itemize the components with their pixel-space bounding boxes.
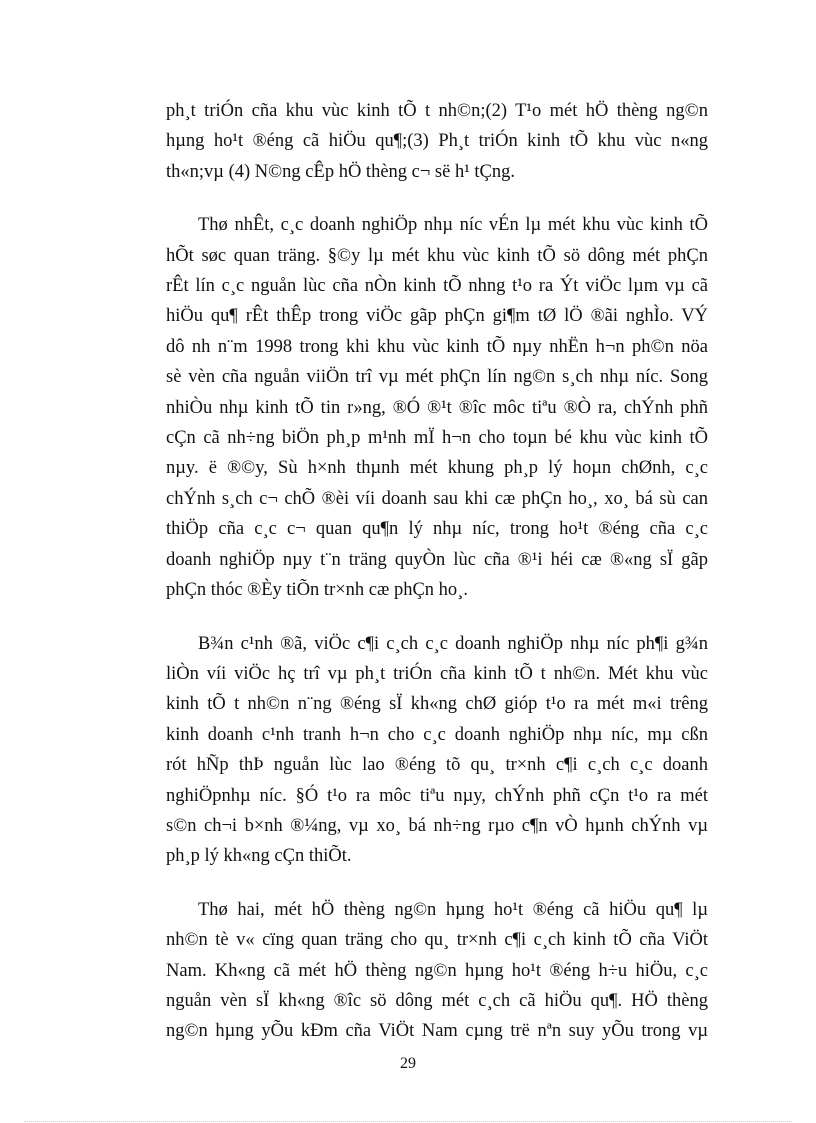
- text-line: liÒn víi viÖc hç trî vµ ph¸t triÓn cña kinh tÕ t nh©n. Mét khu vùc: [166, 663, 708, 684]
- text-line: phÇn thóc ®Èy tiÕn tr×nh cæ phÇn ho¸.: [166, 580, 468, 601]
- text-line: rót hÑp thÞ nguån lùc lao ®éng tõ qu¸ tr×nh c¶i c¸ch c¸c doanh: [166, 755, 708, 776]
- text-line: nguån vèn sÏ kh«ng ®îc sö dông mét c¸ch cã hiÖu qu¶. HÖ thèng: [166, 990, 708, 1011]
- text-line: Thø hai, mét hÖ thèng ng©n hµng ho¹t ®éng cã hiÖu qu¶ lµ: [198, 899, 708, 920]
- text-line: Thø nhÊt, c¸c doanh nghiÖp nhµ níc vÉn lµ mét khu vùc kinh tÕ: [198, 215, 708, 236]
- text-line: hµng ho¹t ®éng cã hiÖu qu¶;(3) Ph¸t triÓn kinh tÕ khu vùc n«ng: [166, 131, 708, 152]
- text-line: kinh doanh c¹nh tranh h¬n cho c¸c doanh nghiÖp nhµ níc, mµ cßn: [166, 724, 708, 745]
- text-line: hiÖu qu¶ rÊt thÊp trong viÖc gãp phÇn gi¶m tØ lÖ ®ãi nghÌo. VÝ: [166, 306, 708, 327]
- text-line: sè vèn cña nguån viiÖn trî vµ mét phÇn lín ng©n s¸ch nhµ níc. Song: [166, 367, 708, 388]
- text-line: chÝnh s¸ch c¬ chÕ ®èi víi doanh sau khi cæ phÇn ho¸, xo¸ bá sù can: [166, 488, 708, 509]
- text-line: doanh nghiÖp nµy t¨n träng quyÒn lùc cña ®¹i héi cæ ®«ng sÏ gãp: [166, 549, 708, 570]
- paragraph-1: [166, 96, 708, 187]
- text-line: thiÖp cña c¸c c¬ quan qu¶n lý nhµ níc, trong ho¹t ®éng cña c¸c: [166, 519, 708, 540]
- text-line: Nam. Kh«ng cã mét hÖ thèng ng©n hµng ho¹t ®éng h÷u hiÖu, c¸c: [166, 960, 708, 981]
- text-line: nhiÒu nhµ kinh tÕ tin r»ng, ®Ó ®¹t ®îc môc tiªu ®Ò ra, chÝnh phñ: [166, 397, 708, 418]
- text-line: kinh tÕ t nh©n n¨ng ®éng sÏ kh«ng chØ gióp t¹o ra mét m«i trêng: [166, 694, 708, 715]
- text-line: nh©n tè v« cïng quan träng cho qu¸ tr×nh c¶i c¸ch kinh tÕ cña ViÖt: [166, 930, 708, 951]
- text-line: s©n ch¬i b×nh ®¼ng, vµ xo¸ bá nh÷ng rµo c¶n vÒ hµnh chÝnh vµ: [166, 815, 708, 836]
- paragraph-3: [166, 629, 708, 872]
- text-line: hÕt søc quan träng. §©y lµ mét khu vùc kinh tÕ sö dông mét phÇn: [166, 245, 708, 266]
- text-line: th«n;vµ (4) N©ng cÊp hÖ thèng c¬ së h¹ tÇng.: [166, 161, 515, 182]
- text-line: ng©n hµng yÕu kÐm cña ViÖt Nam cµng trë nªn suy yÕu trong vµ: [166, 1021, 708, 1042]
- text-line: nµy. ë ®©y, Sù h×nh thµnh mét khung ph¸p lý hoµn chØnh, c¸c: [166, 458, 708, 479]
- text-line: dô nh n¨m 1998 trong khi khu vùc kinh tÕ nµy nhËn h¬n ph©n nöa: [166, 336, 708, 357]
- paragraph-2: [166, 210, 708, 605]
- paragraph-4: [166, 895, 708, 1047]
- body-text: [166, 96, 708, 1070]
- text-line: rÊt lín c¸c nguån lùc cña nÒn kinh tÕ nhng t¹o ra Ýt viÖc lµm vµ cã: [166, 276, 708, 297]
- page-bottom-divider: [24, 1121, 792, 1122]
- text-line: ph¸t triÓn cña khu vùc kinh tÕ t nh©n;(2) T¹o mét hÖ thèng ng©n: [166, 101, 708, 121]
- text-line: cÇn cã nh÷ng biÖn ph¸p m¹nh mÏ h¬n cho toµn bé khu vùc kinh tÕ: [166, 428, 708, 449]
- text-line: ph¸p lý kh«ng cÇn thiÕt.: [166, 846, 352, 867]
- page-number: 29: [400, 1055, 416, 1072]
- text-line: B¾n c¹nh ®ã, viÖc c¶i c¸ch c¸c doanh nghiÖp nhµ níc ph¶i g¾n: [198, 633, 708, 654]
- text-line: nghiÖpnhµ níc. §Ó t¹o ra môc tiªu nµy, chÝnh phñ cÇn t¹o ra mét: [166, 785, 708, 806]
